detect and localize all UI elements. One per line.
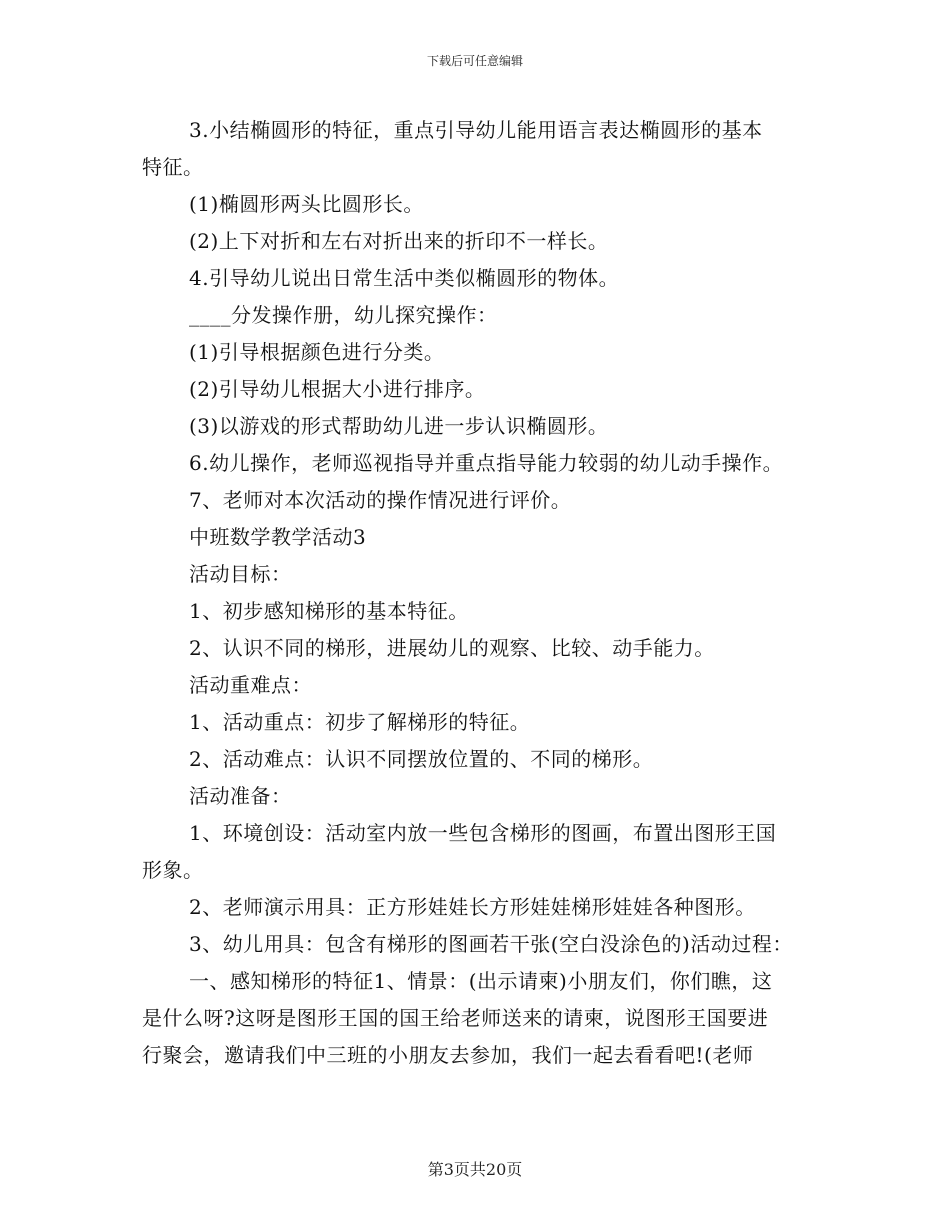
paragraph-line: (3)以游戏的形式帮助幼儿进一步认识椭圆形。 [189,414,609,438]
paragraph-line: 行聚会，邀请我们中三班的小朋友去参加，我们一起去看看吧!(老师 [142,1043,754,1067]
paragraph-line: 形象。 [142,858,204,882]
section-heading: 活动目标： [189,562,292,586]
paragraph-line: 3、幼儿用具：包含有梯形的图画若干张(空白没涂色的)活动过程： [189,932,793,956]
section-heading: 活动准备： [189,784,292,808]
paragraph-line: 3.小结椭圆形的特征，重点引导幼儿能用语言表达椭圆形的基本 [189,118,763,142]
paragraph-line: (2)引导幼儿根据大小进行排序。 [189,377,486,401]
paragraph-line: (2)上下对折和左右对折出来的折印不一样长。 [189,229,609,253]
paragraph-line: ____分发操作册，幼儿探究操作： [189,303,498,327]
paragraph-line: 是什么呀?这呀是图形王国的国王给老师送来的请柬，说图形王国要进 [142,1006,769,1030]
paragraph-line: 7、老师对本次活动的操作情况进行评价。 [189,488,572,512]
section-title: 中班数学教学活动3 [189,525,367,549]
section-heading: 活动重难点： [189,673,312,697]
paragraph-line: 6.幼儿操作，老师巡视指导并重点指导能力较弱的幼儿动手操作。 [189,451,784,475]
paragraph-line: 一、感知梯形的特征1、情景：(出示请柬)小朋友们，你们瞧，这 [189,969,773,993]
paragraph-line: (1)引导根据颜色进行分类。 [189,340,445,364]
page-header: 下载后可任意编辑 [426,54,523,68]
paragraph-line: 1、环境创设：活动室内放一些包含梯形的图画，布置出图形王国 [189,821,777,845]
document-body [142,112,812,1074]
paragraph-line: 4.引导幼儿说出日常生活中类似椭圆形的物体。 [189,266,620,290]
paragraph-line: 2、活动难点：认识不同摆放位置的、不同的梯形。 [189,747,654,771]
paragraph-line: (1)椭圆形两头比圆形长。 [189,192,424,216]
paragraph-line: 1、初步感知梯形的基本特征。 [189,599,469,623]
paragraph-line: 2、老师演示用具：正方形娃娃长方形娃娃梯形娃娃各种图形。 [189,895,756,919]
paragraph-line: 2、认识不同的梯形，进展幼儿的观察、比较、动手能力。 [189,636,715,660]
paragraph-line: 特征。 [142,155,204,179]
paragraph-line: 1、活动重点：初步了解梯形的特征。 [189,710,531,734]
page-footer: 第3页共20页 [427,1160,523,1179]
